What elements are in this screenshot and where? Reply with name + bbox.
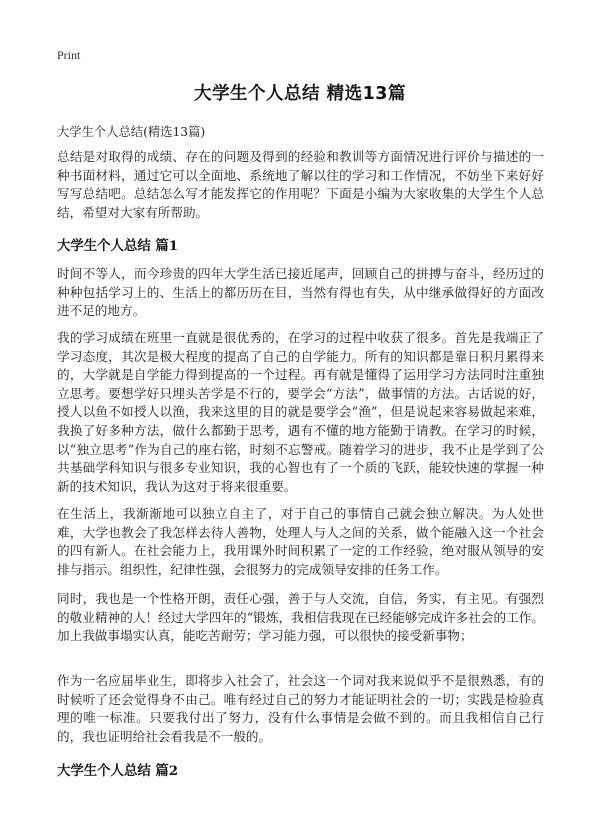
print-label[interactable]: Print [57, 48, 81, 62]
section-heading-1: 大学生个人总结 篇1 [57, 238, 179, 254]
section-1-paragraph-4: 同时，我也是一个性格开朗，责任心强，善于与人交流，自信，务实，有主见。有强烈的敬业精神的人！经过大学四年的“锻炼，我相信我现在已经能够完成许多社会的工作。加上我做事塌实认真，能吃苦耐劳；学习能力强，可以很快的接受新事物； [57, 591, 544, 644]
document-title: 大学生个人总结 精选13篇 [194, 84, 406, 104]
section-1-paragraph-2: 我的学习成绩在班里一直就是很优秀的，在学习的过程中收获了很多。首先是我端正了学习态度，其次是极大程度的提高了自己的自学能力。所有的知识都是靠日积月累得来的，大学就是自学能力得到提高的一个过程。再有就是懂得了运用学习方法同时注重独立思考。要想学好只埋头苦学是不行的，要学会“方法”，做事情的方法。古话说的好，授人以鱼不如授人以渔，我来这里的目的就是要学会“渔”，但是说起来容易做起来难，我换了好多种方法，做什么都勤于思考，遇有不懂的地方能勤于请教。在学习的时候，以“独立思考”作为自己的座右铭，时刻不忘警戒。随着学习的进步，我不止是学到了公共基础学科知识与很多专业知识，我的心智也有了一个质的飞跃，能较快速的掌握一种新的技术知识，我认为这对于将来很重要。 [57, 330, 544, 494]
section-1-paragraph-5: 作为一名应届毕业生，即将步入社会了，社会这一个词对我来说似乎不是很熟悉，有的时候听了还会觉得身不由己。唯有经过自己的努力才能证明社会的一切；实践是检验真理的唯一标准。只要我付出了努力，没有什么事情是会做不到的。而且我相信自己行的，我也证明给社会看我是不一般的。 [57, 673, 544, 744]
section-heading-2: 大学生个人总结 篇2 [57, 763, 179, 779]
section-1-paragraph-1: 时间不等人，而今珍贵的四年大学生活已接近尾声，回顾自己的拼搏与奋斗，经历过的种种包括学习上的、生活上的都历历在目，当然有得也有失，从中继承做得好的方面改进不足的地方。 [57, 266, 544, 319]
intro-paragraph: 总结是对取得的成绩、存在的问题及得到的经验和教训等方面情况进行评价与描述的一种书面材料，通过它可以全面地、系统地了解以往的学习和工作情况，不妨坐下来好好写写总结吧。总结怎么写才能发挥它的作用呢？下面是小编为大家收集的大学生个人总结，希望对大家有所帮助。 [57, 149, 544, 220]
document-subtitle: 大学生个人总结(精选13篇) [57, 125, 206, 139]
section-1-paragraph-3: 在生活上，我渐渐地可以独立自主了，对于自己的事情自己就会独立解决。为人处世难，大学也教会了我怎样去待人善物，处理人与人之间的关系，做个能融入这一个社会的四有新人。在社会能力上，我用课外时间积累了一定的工作经验，绝对服从领导的安排与指示。组织性，纪律性强，会很努力的完成领导安排的任务工作。 [57, 506, 544, 577]
